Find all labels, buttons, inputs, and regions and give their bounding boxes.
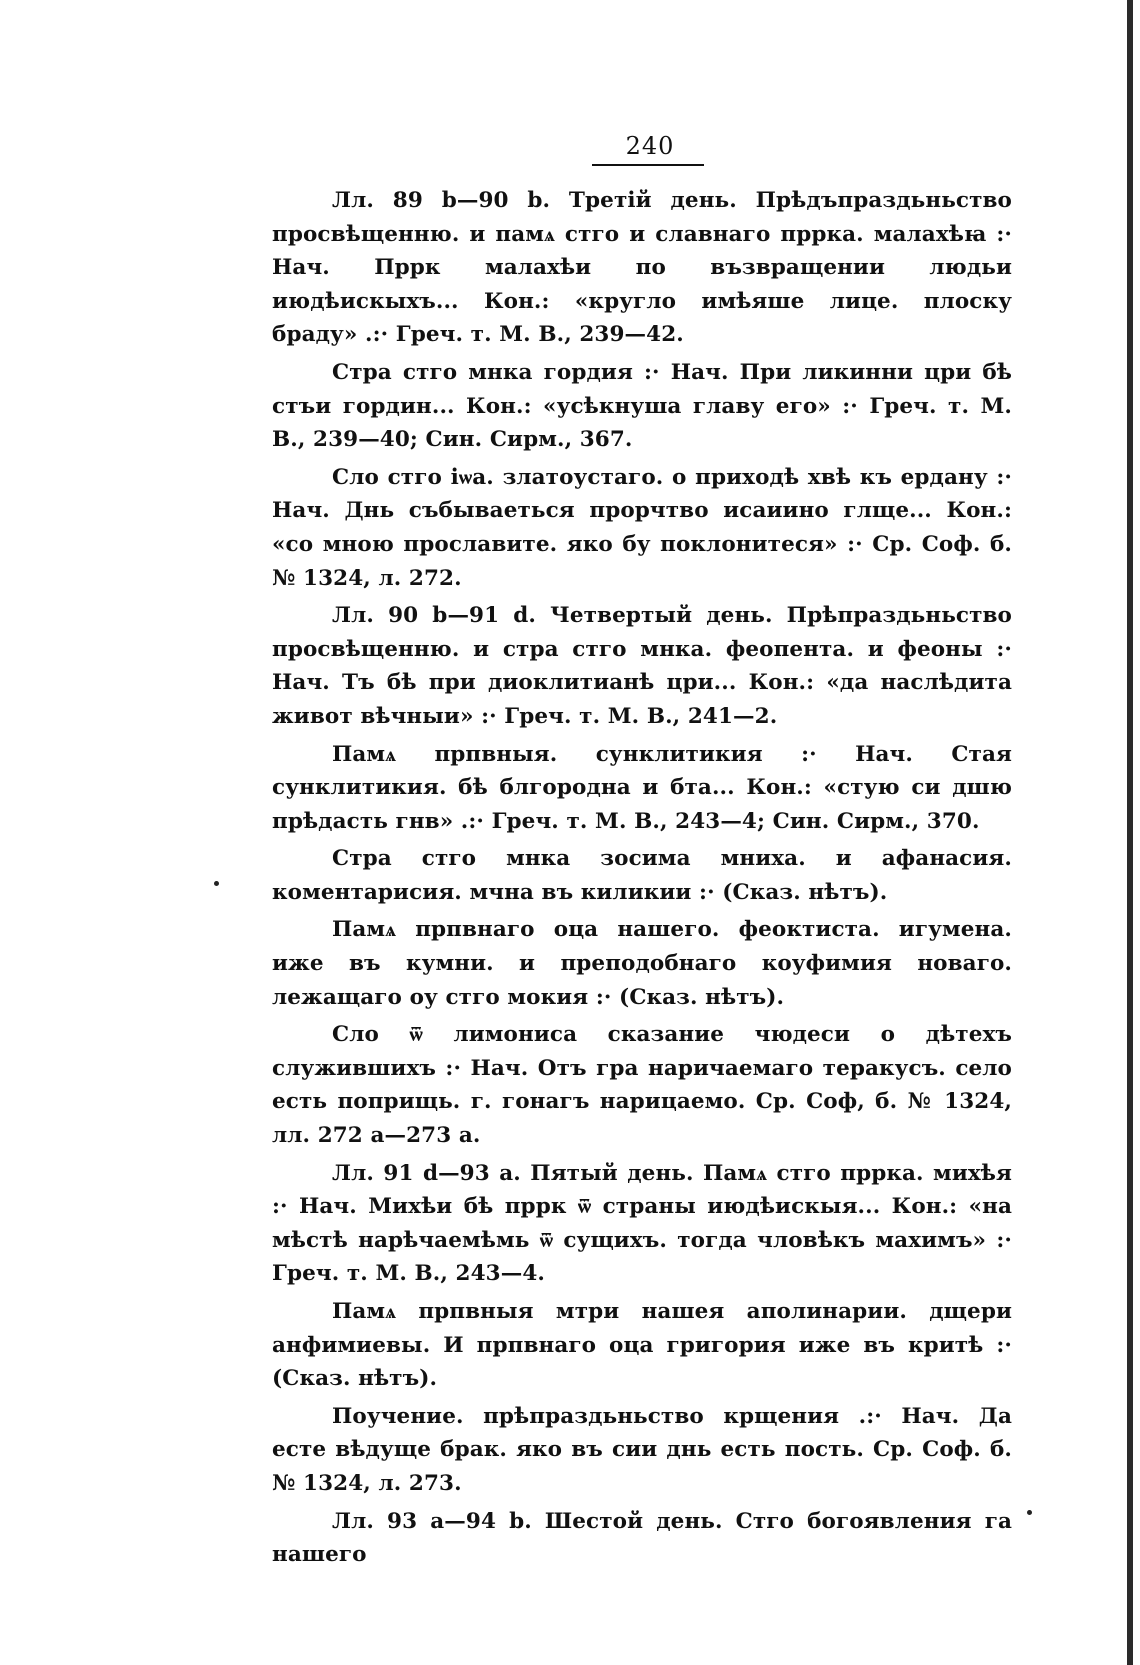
paragraph-3: Сло стго іѡа. златоустаго. о приходѣ хвѣ къ ердану :· Нач. Днь събываеться прорчтво исаиино глще... Кон.: «со мною прославите. яко бу поклонитеся» :· Ср. Соф. б. № 1324, л. 272. xyxy=(272,464,1012,591)
paragraph-4: Лл. 90 b—91 d. Четвертый день. Прѣпраздьньство просвѣщенню. и стра стго мнка. феопента. и феоны :· Нач. Тъ бѣ при диоклитианѣ цри... Кон.: «да наслѣдита живот вѣчныи» :· Греч. т. М. В., 241—2. xyxy=(272,603,1012,729)
margin-speck xyxy=(214,881,219,886)
paragraph-7: Памѧ прпвнаго оца нашего. феоктиста. игумена. иже въ кумни. и преподобнаго коуфимия новаго. лежащаго оу стго мокия :· (Сказ. нѣтъ). xyxy=(272,917,1012,1010)
paragraph-12: Лл. 93 а—94 b. Шестой день. Стго богоявления га нашего xyxy=(272,1508,1012,1568)
paragraph-2: Стра стго мнка гордия :· Нач. При ликинни цри бѣ стъи гордин... Кон.: «усѣкнуша главу его» :· Греч. т. М. В., 239—40; Син. Сирм., 367. xyxy=(272,359,1012,453)
paragraph-6: Стра стго мнка зосима мниха. и афанасия. коментарисия. мчна въ киликии :· (Сказ. нѣтъ). xyxy=(272,846,1012,905)
paragraph-9: Лл. 91 d—93 а. Пятый день. Памѧ стго пррка. михѣя :· Нач. Михѣи бѣ пррк ѿ страны июдѣискыя... Кон.: «на мѣстѣ нарѣчаемѣмь ѿ сущихъ. тогда чловѣкъ махимъ» :· Греч. т. М. В., 243—4. xyxy=(272,1160,1012,1287)
paragraph-5: Памѧ прпвныя. сунклитикия :· Нач. Стая сунклитикия. бѣ блгородна и бта... Кон.: «стую си дшю прѣдасть гнв» .:· Греч. т. М. В., 243—4; Син. Сирм., 370. xyxy=(272,741,1012,834)
paragraph-1: Лл. 89 b—90 b. Третій день. Прѣдъпраздьньство просвѣщенню. и памѧ стго и славнаго пррка. малахѣꙗ :· Нач. Пррк малахѣи по възвращении людьи июдѣискыхъ... Кон.: «кругло имѣяше лице. плоску браду» .:· Греч. т. М. В., 239—42. xyxy=(272,188,1012,348)
page-number: 240 xyxy=(625,132,675,160)
paragraph-8: Сло ѿ лимониса сказание чюдеси о дѣтехъ служившихъ :· Нач. Отъ гра наричаемаго теракусъ. село есть поприщь. г. гонагъ нарицаемо. Ср. Соф, б. № 1324, лл. 272 а—273 а. xyxy=(272,1022,1012,1149)
paragraph-11: Поучение. прѣпраздьньство крщения .:· Нач. Да есте вѣдуще брак. яко въ сии днь есть пость. Ср. Соф. б. № 1324, л. 273. xyxy=(272,1403,1012,1496)
paragraph-10: Памѧ прпвныя мтри нашея аполинарии. дщери анфимиевы. И прпвнаго оца григория иже въ критѣ :· (Сказ. нѣтъ). xyxy=(272,1299,1012,1392)
scan-edge-shadow xyxy=(1127,0,1133,1665)
text-body xyxy=(272,184,1012,1576)
margin-speck xyxy=(1027,1510,1032,1515)
page-number-underline xyxy=(592,164,704,166)
